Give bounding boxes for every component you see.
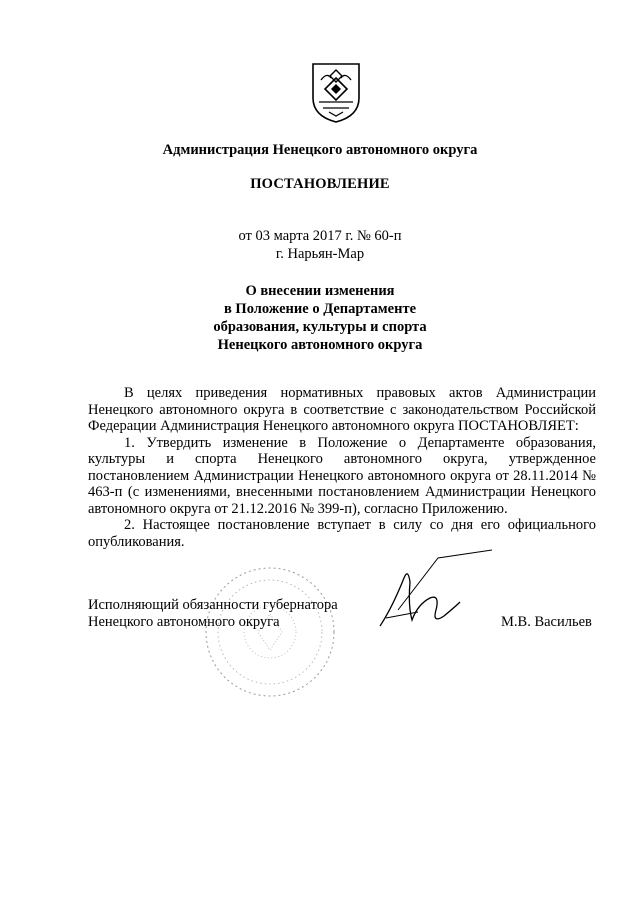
item-2-paragraph: 2. Настоящее постановление вступает в силу со дня его официального опубликования. <box>88 517 596 550</box>
title-line: О внесении изменения <box>245 283 395 299</box>
document-title <box>0 282 640 354</box>
title-line: Ненецкого автономного округа <box>217 337 423 353</box>
document-body <box>88 385 596 550</box>
organization-name: Администрация Ненецкого автономного округа <box>162 142 478 158</box>
position-line: Ненецкого автономного округа <box>88 614 280 630</box>
coat-of-arms-icon <box>307 58 365 126</box>
signatory-name: М.В. Васильев <box>501 614 592 630</box>
handwritten-signature-icon <box>378 548 498 638</box>
official-seal-icon <box>200 562 340 702</box>
document-type: ПОСТАНОВЛЕНИЕ <box>250 176 390 192</box>
signatory-position <box>88 597 338 631</box>
document-city: г. Нарьян-Мар <box>275 246 365 262</box>
item-1-paragraph: 1. Утвердить изменение в Положение о Департаменте образования, культуры и спорта Ненецкого автономного округа, утвержденное постановлением Администрации Ненецкого автономного округа от 28.11.2014 № 463-п (с изменениями, внесенными постановлением Администрации Ненецкого автономного округа от 21.12.2016 № 399-п), согласно Приложению. <box>88 434 596 517</box>
position-line: Исполняющий обязанности губернатора <box>88 597 338 613</box>
document-date-number: от 03 марта 2017 г. № 60-п <box>238 228 402 244</box>
title-line: в Положение о Департаменте <box>223 301 417 317</box>
title-line: образования, культуры и спорта <box>213 319 427 335</box>
preamble-paragraph: В целях приведения нормативных правовых актов Администрации Ненецкого автономного округа в соответствие с законодательством Российской Федерации Администрация Ненецкого автономного округа ПОСТАНОВЛЯЕТ: <box>88 385 596 434</box>
